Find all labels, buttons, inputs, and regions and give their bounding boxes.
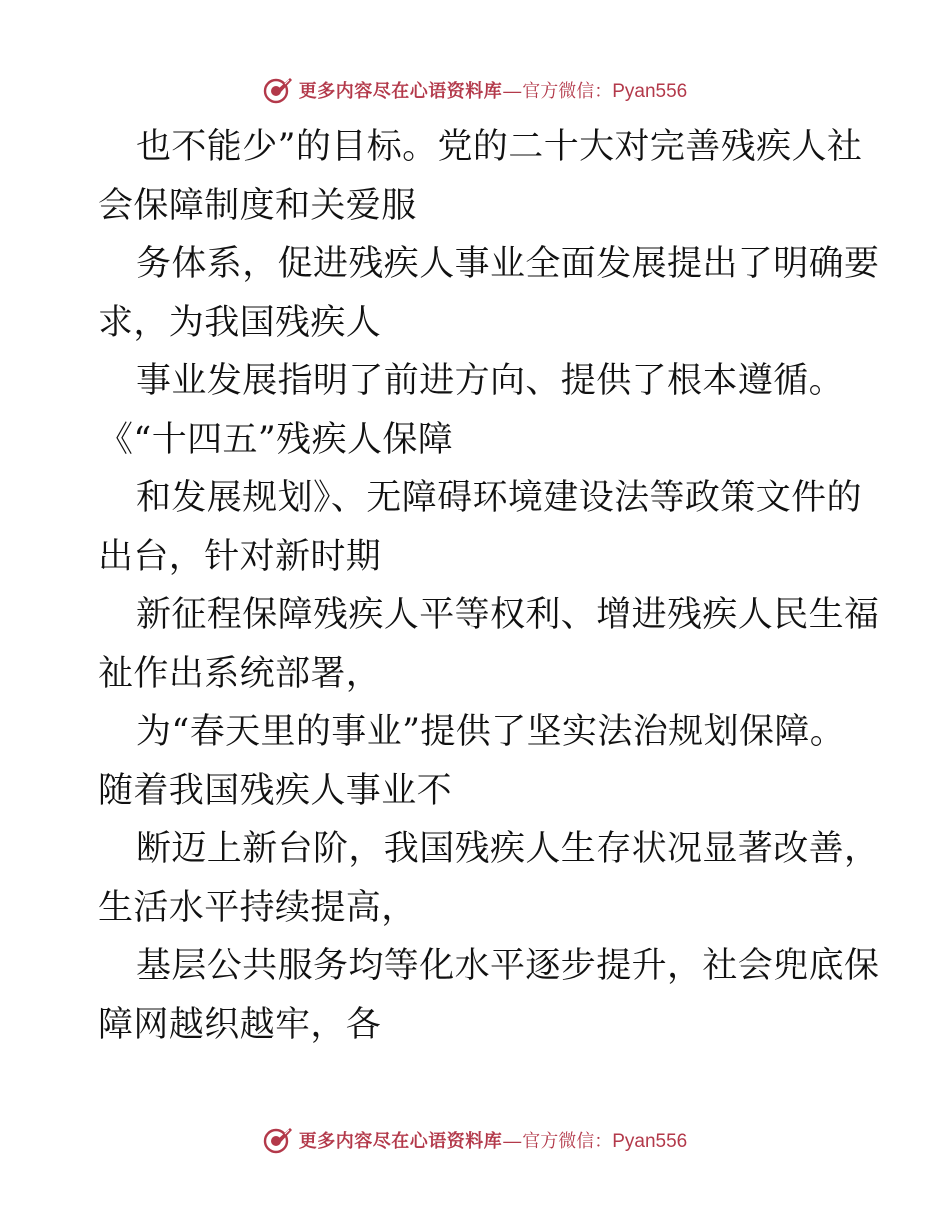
banner-dash: — bbox=[503, 1131, 522, 1151]
banner-wechat-id: Pyan556 bbox=[612, 81, 688, 102]
body-line: 会保障制度和关爱服 bbox=[98, 185, 417, 226]
header-banner bbox=[0, 70, 950, 110]
body-line: 祉作出系统部署， bbox=[98, 653, 382, 694]
pen-nib-circle-icon bbox=[263, 1125, 293, 1155]
body-line: 事业发展指明了前进方向、提供了根本遵循。 bbox=[136, 361, 845, 401]
body-line: 出台，针对新时期 bbox=[98, 536, 382, 577]
body-line: 生活水平持续提高， bbox=[98, 887, 417, 928]
body-line: 务体系，促进残疾人事业全面发展提出了明确要 bbox=[136, 244, 880, 284]
body-line: 断迈上新台阶，我国残疾人生存状况显著改善， bbox=[136, 829, 880, 869]
body-line: 也不能少”的目标。党的二十大对完善残疾人社 bbox=[136, 127, 863, 167]
body-line: 障网越织越牢，各 bbox=[98, 1004, 382, 1045]
banner-site-text: 更多内容尽在心语资料库 bbox=[298, 81, 503, 102]
banner-wechat-label: 官方微信： bbox=[522, 81, 613, 102]
document-body bbox=[98, 118, 880, 1054]
body-line: 求，为我国残疾人 bbox=[98, 302, 382, 343]
banner-wechat-label: 官方微信： bbox=[522, 1131, 613, 1152]
body-line: 基层公共服务均等化水平逐步提升，社会兜底保 bbox=[136, 946, 880, 986]
banner-wechat-id: Pyan556 bbox=[612, 1131, 688, 1152]
body-line: 为“春天里的事业”提供了坚实法治规划保障。 bbox=[136, 712, 846, 752]
pen-nib-circle-icon bbox=[263, 75, 293, 105]
banner-site-text: 更多内容尽在心语资料库 bbox=[298, 1131, 503, 1152]
footer-banner bbox=[0, 1120, 950, 1160]
body-line: 和发展规划》、无障碍环境建设法等政策文件的 bbox=[136, 478, 862, 518]
body-line: 随着我国残疾人事业不 bbox=[98, 770, 453, 811]
banner-dash: — bbox=[503, 81, 522, 101]
body-line: 新征程保障残疾人平等权利、增进残疾人民生福 bbox=[136, 595, 880, 635]
body-line: 《“十四五”残疾人保障 bbox=[98, 419, 454, 460]
